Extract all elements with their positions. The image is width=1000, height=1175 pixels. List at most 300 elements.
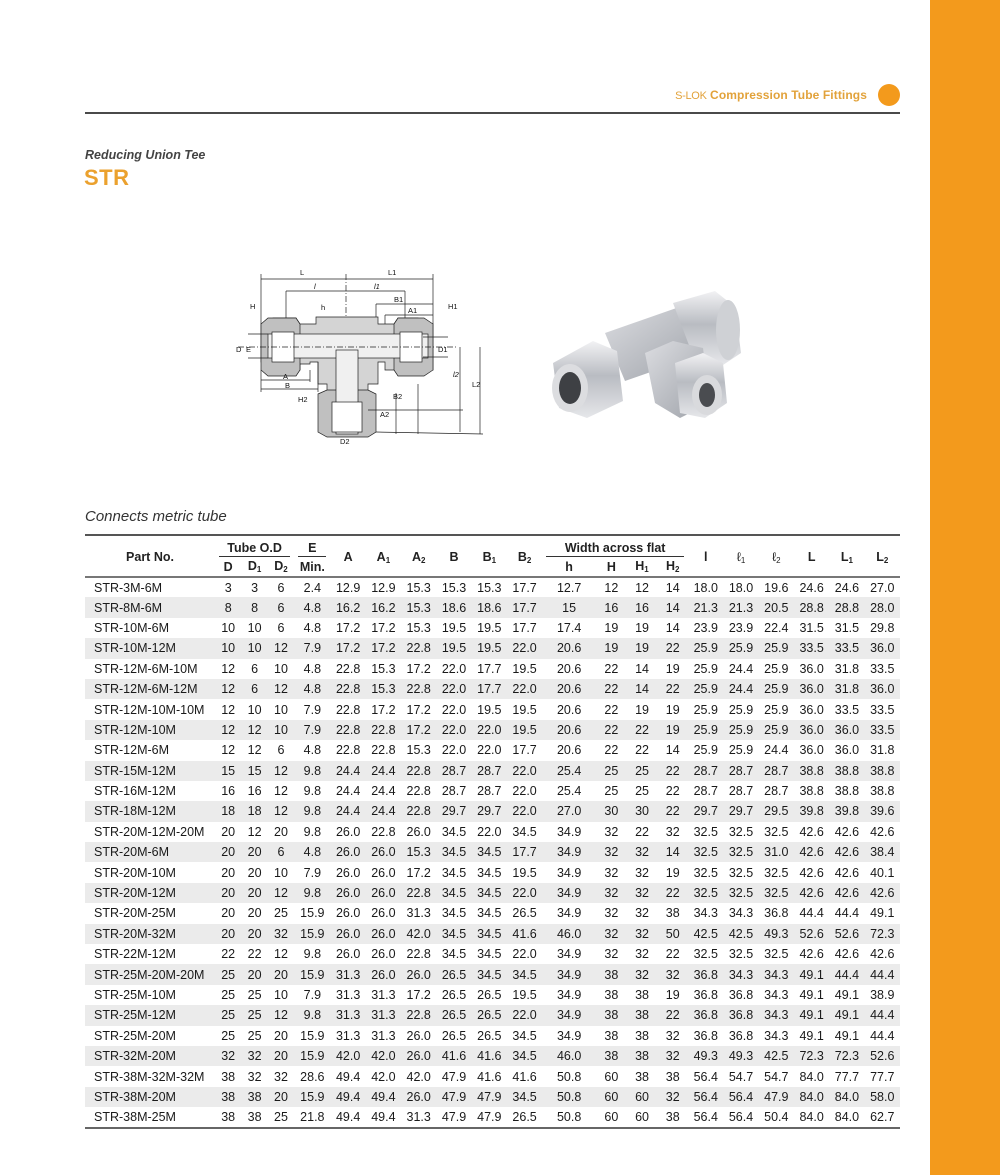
value-cell-h2: 32: [657, 1087, 688, 1107]
value-cell-b: 26.5: [436, 964, 471, 984]
value-cell-l: 36.8: [688, 1005, 723, 1025]
value-cell-l2: 34.3: [764, 988, 789, 1002]
value-cell-h2: 19: [665, 988, 680, 1002]
value-cell-d1: 38: [241, 1107, 267, 1127]
value-cell-h: 15: [542, 597, 596, 617]
value-cell-d2: 10: [268, 720, 294, 740]
dim-label-D1: D1: [438, 345, 448, 354]
product-photo: [545, 283, 745, 428]
part-number-cell: STR-38M-32M-32M: [94, 1069, 205, 1084]
col-header-B2: $B_2$: [507, 535, 542, 577]
col-header-E-min: Min.: [294, 557, 330, 577]
value-cell-b2: 19.5: [512, 865, 537, 880]
value-cell-l2: 29.8: [870, 620, 895, 635]
value-cell-l1: 25.9: [728, 743, 754, 758]
value-cell-l: 72.3: [794, 1046, 829, 1066]
value-cell-e-min: 4.8: [303, 620, 322, 635]
value-cell-l1: 24.4: [723, 679, 758, 699]
value-cell-b: 41.6: [436, 1046, 471, 1066]
value-cell-l2: 72.3: [865, 924, 900, 944]
value-cell-l1: 42.6: [829, 842, 864, 862]
value-cell-d2: 20: [268, 964, 294, 984]
value-cell-d1: 20: [247, 865, 262, 880]
value-cell-l2: 24.4: [764, 743, 789, 758]
value-cell-b1: 34.5: [477, 906, 502, 921]
col-header-H1: $H_1$: [627, 557, 658, 577]
value-cell-b2: 22.0: [507, 679, 542, 699]
value-cell-l2: 25.9: [759, 720, 794, 740]
table-row: [85, 1046, 900, 1066]
value-cell-d1: 22: [247, 947, 262, 962]
value-cell-a2: 26.0: [401, 1087, 436, 1107]
value-cell-b2: 22.0: [507, 1005, 542, 1025]
value-cell-l: 84.0: [794, 1087, 829, 1107]
value-cell-a1: 26.0: [366, 964, 401, 984]
value-cell-a: 22.8: [335, 661, 361, 676]
value-cell-h: 20.6: [556, 743, 582, 758]
value-cell-d1: 25: [241, 1005, 267, 1025]
value-cell-l: 36.0: [794, 679, 829, 699]
value-cell-l: 44.4: [799, 906, 824, 921]
value-cell-l: 29.7: [688, 801, 723, 821]
value-cell-b1: 17.7: [477, 661, 502, 676]
value-cell-h1: 32: [627, 924, 658, 944]
value-cell-b: 34.5: [436, 842, 471, 862]
value-cell-b: 34.5: [441, 947, 467, 962]
value-cell-a: 26.0: [335, 824, 361, 839]
value-cell-e-min: 15.9: [300, 906, 325, 921]
value-cell-a: 49.4: [330, 1087, 365, 1107]
value-cell-a: 42.0: [330, 1046, 365, 1066]
table-row: [85, 1087, 900, 1107]
value-cell-h2: 22: [657, 801, 688, 821]
col-header-D: D: [215, 557, 241, 577]
value-cell-l: 52.6: [794, 924, 829, 944]
value-cell-h2: 32: [665, 1028, 680, 1043]
col-group-width-across-flat: [542, 535, 688, 557]
value-cell-b: 22.0: [441, 743, 467, 758]
value-cell-d: 25: [221, 988, 236, 1002]
value-cell-b1: 41.6: [472, 1046, 507, 1066]
value-cell-b1: 22.0: [472, 720, 507, 740]
value-cell-b: 34.5: [441, 824, 467, 839]
value-cell-d: 25: [215, 1005, 241, 1025]
value-cell-l1: 32.5: [728, 824, 754, 839]
value-cell-l: 33.5: [794, 638, 829, 658]
dim-label-B: B: [285, 381, 291, 390]
value-cell-a1: 22.8: [371, 743, 396, 758]
table-row: [85, 597, 900, 617]
value-cell-l2: 40.1: [870, 865, 895, 880]
part-number-cell: STR-20M-32M: [85, 924, 215, 944]
value-cell-l2: 34.3: [759, 964, 794, 984]
part-number-cell: STR-22M-12M: [94, 947, 176, 962]
value-cell-b: 22.0: [436, 679, 471, 699]
value-cell-h1: 19: [635, 702, 649, 717]
value-cell-l: 42.6: [799, 824, 824, 839]
value-cell-h: 32: [596, 883, 627, 903]
value-cell-a: 26.0: [330, 924, 365, 944]
value-cell-l1: 49.3: [723, 1046, 758, 1066]
value-cell-d1: 6: [251, 661, 259, 676]
table-row: [85, 1005, 900, 1025]
value-cell-d: 38: [215, 1087, 241, 1107]
part-number-cell: STR-20M-12M: [85, 883, 215, 903]
value-cell-a2: 22.8: [401, 801, 436, 821]
part-number-cell: STR-25M-10M: [94, 988, 176, 1002]
table-caption: Connects metric tube: [85, 508, 227, 525]
value-cell-l1: 25.9: [723, 720, 758, 740]
value-cell-d2: 6: [268, 597, 294, 617]
value-cell-h2: 19: [657, 720, 688, 740]
value-cell-b2: 19.5: [507, 720, 542, 740]
dim-label-H2: H2: [298, 395, 308, 404]
col-header-L1: $L_1$: [829, 535, 864, 577]
value-cell-d: 38: [221, 1069, 236, 1084]
value-cell-h1: 32: [627, 883, 658, 903]
value-cell-b1: 26.5: [477, 1028, 502, 1043]
value-cell-a2: 17.2: [406, 865, 431, 880]
value-cell-d1: 38: [241, 1087, 267, 1107]
value-cell-l: 36.8: [693, 988, 718, 1002]
brand-logo: S-LOK: [675, 90, 707, 102]
value-cell-h1: 16: [627, 597, 658, 617]
value-cell-d2: 20: [268, 1046, 294, 1066]
value-cell-a1: 24.4: [366, 801, 401, 821]
value-cell-h: 50.8: [542, 1087, 596, 1107]
value-cell-b1: 47.9: [472, 1107, 507, 1127]
value-cell-l: 32.5: [688, 883, 723, 903]
value-cell-d2: 10: [274, 988, 288, 1002]
value-cell-l: 49.1: [799, 1028, 824, 1043]
value-cell-e-min: 15.9: [294, 964, 330, 984]
value-cell-a2: 26.0: [401, 964, 436, 984]
value-cell-e-min: 7.9: [303, 702, 322, 717]
value-cell-d2: 6: [277, 743, 285, 758]
value-cell-e-min: 7.9: [303, 988, 322, 1002]
value-cell-h1: 22: [635, 743, 649, 758]
value-cell-a1: 17.2: [366, 638, 401, 658]
value-cell-l: 25.9: [688, 679, 723, 699]
value-cell-l: 49.1: [794, 1005, 829, 1025]
value-cell-d: 12: [221, 702, 236, 717]
value-cell-d2: 25: [268, 1107, 294, 1127]
part-number-cell: STR-20M-25M: [94, 906, 176, 921]
value-cell-b: 34.5: [436, 924, 471, 944]
value-cell-h: 25.4: [556, 784, 582, 799]
value-cell-h: 20.6: [556, 702, 582, 717]
value-cell-a: 17.2: [330, 638, 365, 658]
value-cell-b2: 19.5: [512, 661, 537, 676]
value-cell-e-min: 9.8: [294, 761, 330, 781]
value-cell-a1: 31.3: [366, 1005, 401, 1025]
value-cell-h2: 14: [657, 597, 688, 617]
value-cell-b1: 34.5: [472, 883, 507, 903]
value-cell-d: 8: [215, 597, 241, 617]
value-cell-h: 60: [604, 1069, 619, 1084]
value-cell-l1: 31.8: [834, 661, 860, 676]
value-cell-h: 32: [604, 824, 619, 839]
value-cell-d2: 6: [277, 620, 285, 635]
value-cell-l2: 44.4: [865, 964, 900, 984]
table-row: [85, 801, 900, 821]
value-cell-b1: 22.0: [477, 743, 502, 758]
dim-label-h: h: [321, 303, 326, 312]
orange-dot-icon: [878, 84, 900, 106]
value-cell-h1: 32: [635, 865, 649, 880]
value-cell-l: 32.5: [693, 824, 718, 839]
value-cell-l: 56.4: [693, 1069, 718, 1084]
value-cell-d2: 20: [274, 824, 288, 839]
value-cell-l1: 49.1: [834, 988, 860, 1002]
value-cell-l: 25.9: [693, 661, 718, 676]
width-across-flat-label: Width across flat: [564, 540, 666, 555]
value-cell-e-min: 9.8: [303, 824, 322, 839]
technical-drawing: [228, 262, 483, 452]
value-cell-b1: 34.5: [472, 964, 507, 984]
value-cell-e-min: 9.8: [303, 784, 322, 799]
value-cell-b1: 34.5: [477, 865, 502, 880]
value-cell-l2: 36.0: [865, 679, 900, 699]
value-cell-a1: 49.4: [366, 1107, 401, 1127]
value-cell-d: 12: [215, 679, 241, 699]
part-number-cell: STR-12M-6M: [94, 743, 170, 758]
value-cell-h2: 22: [657, 1005, 688, 1025]
value-cell-a2: 17.2: [401, 720, 436, 740]
value-cell-a2: 17.2: [406, 661, 431, 676]
value-cell-d2: 20: [274, 1028, 288, 1043]
dim-label-A: A: [283, 372, 289, 381]
value-cell-a2: 15.3: [406, 620, 431, 635]
value-cell-d1: 15: [241, 761, 267, 781]
value-cell-b2: 41.6: [512, 1069, 537, 1084]
value-cell-l: 38.8: [799, 784, 824, 799]
value-cell-l1: 72.3: [829, 1046, 864, 1066]
value-cell-a1: 26.0: [366, 924, 401, 944]
value-cell-h: 38: [596, 1005, 627, 1025]
col-header-B: B: [436, 535, 471, 577]
value-cell-b1: 19.5: [472, 638, 507, 658]
value-cell-h: 20.6: [542, 638, 596, 658]
value-cell-l: 32.5: [688, 842, 723, 862]
value-cell-a1: 24.4: [366, 761, 401, 781]
value-cell-a1: 15.3: [371, 661, 396, 676]
value-cell-l: 34.3: [693, 906, 718, 921]
table-row: [85, 862, 900, 882]
value-cell-l2: 28.7: [764, 784, 789, 799]
table-row: [85, 1107, 900, 1127]
value-cell-b: 47.9: [436, 1087, 471, 1107]
value-cell-l: 25.9: [693, 743, 718, 758]
value-cell-h1: 14: [635, 661, 649, 676]
value-cell-l1: 36.8: [728, 988, 754, 1002]
value-cell-h1: 38: [635, 1028, 649, 1043]
part-number-cell: STR-32M-20M: [85, 1046, 215, 1066]
value-cell-d1: 25: [247, 1028, 262, 1043]
value-cell-a2: 22.8: [401, 1005, 436, 1025]
value-cell-d: 3: [224, 580, 232, 595]
dim-label-l2: l2: [453, 370, 459, 379]
value-cell-h2: 22: [665, 784, 680, 799]
value-cell-d: 38: [215, 1107, 241, 1127]
part-number-cell: STR-38M-20M: [85, 1087, 215, 1107]
value-cell-d2: 32: [268, 924, 294, 944]
value-cell-a: 31.3: [330, 964, 365, 984]
value-cell-d2: 12: [268, 1005, 294, 1025]
table-row: [85, 944, 900, 964]
dim-label-L1: L1: [388, 268, 397, 277]
value-cell-h1: 25: [635, 784, 649, 799]
value-cell-l1: 52.6: [829, 924, 864, 944]
value-cell-e-min: 7.9: [303, 865, 322, 880]
value-cell-d1: 20: [247, 906, 262, 921]
table-row: [85, 618, 900, 638]
value-cell-b: 29.7: [436, 801, 471, 821]
value-cell-h: 17.4: [556, 620, 582, 635]
part-number-cell: STR-10M-12M: [85, 638, 215, 658]
value-cell-l1: 33.5: [829, 638, 864, 658]
value-cell-h1: 32: [635, 906, 649, 921]
product-code: STR: [84, 165, 130, 190]
col-header-L2: $L_2$: [865, 535, 900, 577]
part-number-cell: STR-12M-10M: [85, 720, 215, 740]
value-cell-l1: 42.6: [834, 865, 860, 880]
value-cell-l2: 28.0: [865, 597, 900, 617]
value-cell-a: 24.4: [330, 761, 365, 781]
table-row: [85, 883, 900, 903]
value-cell-h: 34.9: [556, 1028, 582, 1043]
value-cell-l1: 23.9: [728, 620, 754, 635]
value-cell-h: 25: [596, 761, 627, 781]
value-cell-e-min: 15.9: [294, 1087, 330, 1107]
value-cell-h: 34.9: [556, 824, 582, 839]
value-cell-l2: 50.4: [759, 1107, 794, 1127]
value-cell-e-min: 15.9: [294, 924, 330, 944]
value-cell-l1: 25.9: [728, 702, 754, 717]
table-header-row: [85, 535, 900, 557]
col-header-A2: $A_2$: [401, 535, 436, 577]
value-cell-a: 26.0: [335, 906, 361, 921]
value-cell-b1: 41.6: [477, 1069, 502, 1084]
value-cell-l1: 36.0: [834, 743, 860, 758]
value-cell-a1: 26.0: [371, 947, 396, 962]
dim-label-H1: H1: [448, 302, 458, 311]
value-cell-h: 38: [596, 1046, 627, 1066]
value-cell-l1: 38.8: [834, 784, 860, 799]
value-cell-l: 56.4: [688, 1087, 723, 1107]
col-header-A: A: [330, 535, 365, 577]
value-cell-l2: 62.7: [865, 1107, 900, 1127]
value-cell-h: 20.6: [556, 661, 582, 676]
part-number-cell: STR-20M-10M: [94, 865, 176, 880]
value-cell-a1: 31.3: [371, 988, 396, 1002]
value-cell-a: 31.3: [335, 1028, 361, 1043]
value-cell-l2: 52.6: [865, 1046, 900, 1066]
value-cell-h1: 19: [627, 638, 658, 658]
value-cell-h2: 22: [657, 761, 688, 781]
part-number-cell: STR-12M-6M-10M: [94, 661, 198, 676]
value-cell-l: 21.3: [688, 597, 723, 617]
value-cell-l1: 49.1: [834, 1028, 860, 1043]
value-cell-b2: 22.0: [507, 638, 542, 658]
value-cell-h: 34.9: [542, 964, 596, 984]
value-cell-d: 20: [215, 842, 241, 862]
value-cell-b2: 22.0: [507, 801, 542, 821]
value-cell-l: 25.9: [688, 638, 723, 658]
table-row: [85, 903, 900, 923]
value-cell-b2: 22.0: [507, 761, 542, 781]
dim-label-B1: B1: [394, 295, 404, 304]
value-cell-l1: 42.6: [829, 883, 864, 903]
value-cell-a1: 31.3: [371, 1028, 396, 1043]
value-cell-h2: 14: [665, 620, 680, 635]
value-cell-l2: 77.7: [870, 1069, 895, 1084]
value-cell-l1: 77.7: [834, 1069, 860, 1084]
value-cell-l1: 44.4: [829, 964, 864, 984]
value-cell-e-min: 4.8: [303, 661, 322, 676]
value-cell-e-min: 15.9: [300, 1028, 325, 1043]
value-cell-h2: 38: [665, 906, 680, 921]
value-cell-l2: 33.5: [865, 720, 900, 740]
value-cell-h: 12.7: [556, 580, 582, 595]
table-row: [85, 699, 900, 719]
value-cell-h2: 19: [665, 661, 680, 676]
value-cell-h1: 32: [635, 947, 649, 962]
value-cell-a2: 15.3: [406, 743, 431, 758]
value-cell-e-min: 9.8: [294, 1005, 330, 1025]
value-cell-l1: 28.7: [728, 784, 754, 799]
value-cell-l1: 38.8: [829, 761, 864, 781]
value-cell-d2: 25: [274, 906, 288, 921]
value-cell-d2: 32: [274, 1069, 288, 1084]
value-cell-b1: 26.5: [472, 1005, 507, 1025]
value-cell-l1: 34.3: [728, 906, 754, 921]
value-cell-d: 20: [221, 824, 236, 839]
value-cell-h: 25: [604, 784, 619, 799]
value-cell-d1: 25: [247, 988, 262, 1002]
part-number-cell: STR-15M-12M: [85, 761, 215, 781]
value-cell-l1: 42.6: [834, 947, 860, 962]
value-cell-l1: 84.0: [829, 1107, 864, 1127]
value-cell-h2: 22: [657, 679, 688, 699]
value-cell-l: 49.1: [794, 964, 829, 984]
value-cell-a1: 26.0: [371, 865, 396, 880]
value-cell-l2: 38.8: [865, 761, 900, 781]
value-cell-h2: 32: [665, 824, 680, 839]
value-cell-h: 22: [604, 702, 619, 717]
value-cell-h1: 14: [627, 679, 658, 699]
value-cell-l2: 25.9: [759, 679, 794, 699]
value-cell-b2: 26.5: [512, 906, 537, 921]
value-cell-b1: 22.0: [477, 824, 502, 839]
value-cell-l1: 34.3: [723, 964, 758, 984]
value-cell-l2: 28.7: [759, 761, 794, 781]
value-cell-h: 22: [604, 743, 619, 758]
value-cell-l2: 58.0: [865, 1087, 900, 1107]
value-cell-h2: 32: [657, 964, 688, 984]
value-cell-d: 22: [221, 947, 236, 962]
value-cell-l2: 32.5: [764, 824, 789, 839]
value-cell-l1: 31.8: [829, 679, 864, 699]
table-row: [85, 781, 900, 801]
value-cell-a2: 22.8: [406, 947, 431, 962]
tube-od-label: Tube O.D: [227, 540, 282, 555]
value-cell-b1: 19.5: [477, 702, 502, 717]
value-cell-a2: 26.0: [406, 824, 431, 839]
value-cell-b: 15.3: [441, 580, 467, 595]
value-cell-h2: 19: [665, 865, 680, 880]
part-number-cell: STR-38M-25M: [85, 1107, 215, 1127]
